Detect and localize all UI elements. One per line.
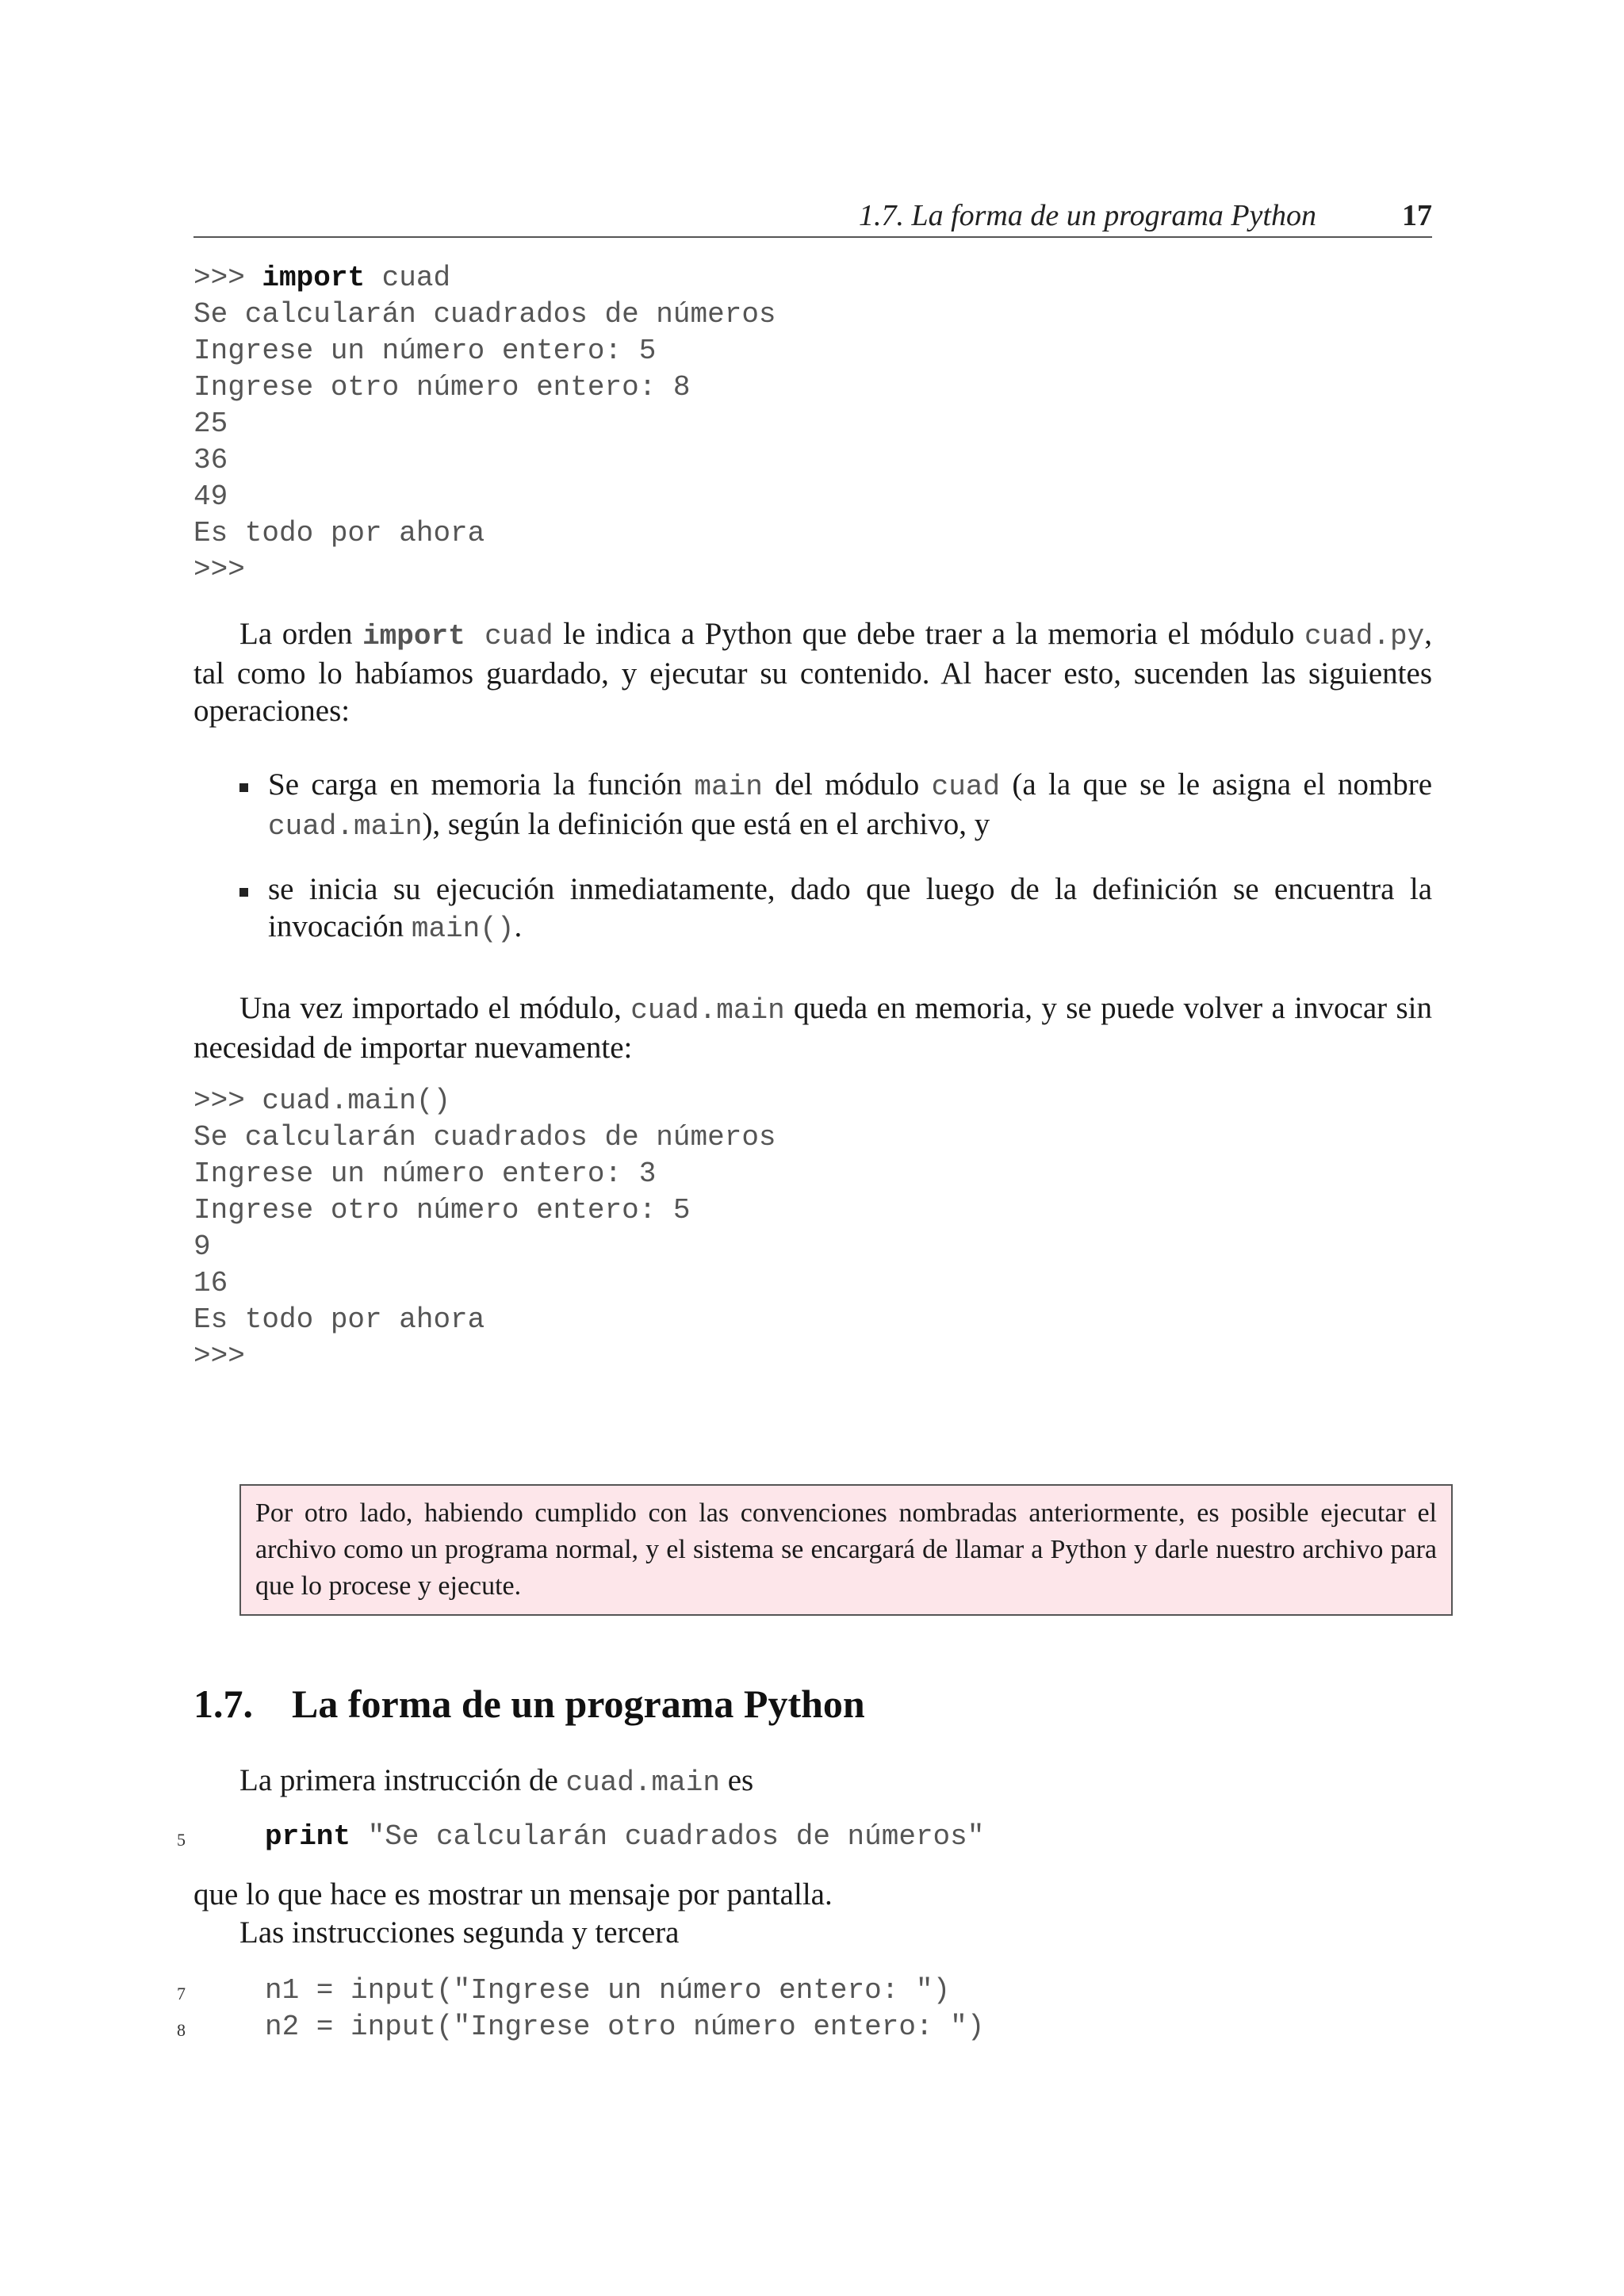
running-header (193, 192, 1432, 238)
listing-line: n2 = input("Ingrese otro número entero: ") (265, 2011, 985, 2043)
text: le indica a Python que debe traer a la memoria el módulo (553, 617, 1304, 651)
inline-code: cuad (931, 771, 1001, 803)
text: es (719, 1763, 754, 1797)
inline-code: import (362, 620, 465, 652)
note-box: Por otro lado, habiendo cumplido con las convenciones nombradas anteriormente, es posible ejecutar el archivo como un programa normal, y el sistema se encargará de llamar a Python y darle nuestro archivo para que lo procese y ejecute. (239, 1484, 1453, 1616)
text: se inicia su ejecución inmediatamente, dado que luego de la definición se encuentra la invocación (268, 872, 1432, 943)
listing-line (265, 1819, 984, 1855)
bullet-marker (239, 888, 248, 897)
inline-code: cuad.main (268, 810, 423, 843)
session-line: >>> (193, 553, 245, 586)
module-name: cuad (365, 262, 451, 294)
inline-code: cuad (465, 620, 553, 652)
inline-code: cuad.main (630, 994, 785, 1027)
section-title-text: La forma de un programa Python (292, 1682, 865, 1726)
bullet-item (268, 871, 1432, 947)
session-line: Ingrese un número entero: 3 (193, 1158, 657, 1190)
line-number: 5 (177, 1830, 186, 1850)
paragraph-print-explanation: que lo que hace es mostrar un mensaje por pantalla. (193, 1877, 833, 1911)
page-number: 17 (1402, 199, 1432, 232)
session-line: >>> cuad.main() (193, 1085, 451, 1117)
session-line (193, 260, 450, 297)
inline-code: cuad.py (1304, 620, 1425, 652)
session-line: 16 (193, 1267, 228, 1299)
session-line: Ingrese un número entero: 5 (193, 335, 657, 367)
paragraph-first-instruction (193, 1762, 1432, 1801)
session-line: 49 (193, 480, 228, 513)
bullet-item (268, 766, 1432, 845)
inline-code: main() (411, 913, 515, 945)
text: . (514, 909, 523, 943)
line-number: 8 (177, 2020, 186, 2040)
text: del módulo (762, 767, 932, 802)
session-line: Se calcularán cuadrados de números (193, 1121, 776, 1154)
section-heading (193, 1681, 865, 1727)
session-line: 9 (193, 1230, 211, 1263)
section-number: 1.7. (193, 1682, 253, 1726)
inline-code: cuad.main (565, 1766, 720, 1799)
paragraph-reinvoke (193, 989, 1432, 1066)
text: Una vez importado el módulo, (239, 991, 631, 1025)
print-keyword: print (265, 1820, 351, 1853)
text: ), según la definición que está en el archivo, y (422, 807, 990, 841)
session-line: Ingrese otro número entero: 5 (193, 1194, 691, 1226)
session-line: >>> (193, 1340, 245, 1372)
session-line: 25 (193, 408, 228, 440)
session-line: Es todo por ahora (193, 517, 485, 549)
text: (a la que se le asigna el nombre (1000, 767, 1432, 802)
text: , tal como lo habíamos guardado, y ejecutar su contenido. Al hacer esto, sucenden las siguientes operaciones: (193, 617, 1432, 728)
prompt: >>> (193, 262, 262, 294)
session-line: Ingrese otro número entero: 8 (193, 371, 691, 404)
text: Se carga en memoria la función (268, 767, 695, 802)
paragraph-second-third: Las instrucciones segunda y tercera (239, 1915, 680, 1950)
running-title: 1.7. La forma de un programa Python (858, 199, 1316, 232)
paragraph-import-explanation (193, 615, 1432, 729)
code-text: "Se calcularán cuadrados de números" (350, 1820, 985, 1853)
session-line: Es todo por ahora (193, 1303, 485, 1336)
session-line: 36 (193, 444, 228, 476)
line-number: 7 (177, 1984, 186, 2003)
text: queda en memoria, y se puede volver a invocar sin necesidad de importar nuevamente: (193, 991, 1432, 1065)
inline-code: main (694, 771, 763, 803)
text: La primera instrucción de (239, 1763, 566, 1797)
text: La orden (239, 617, 363, 651)
import-keyword: import (262, 262, 366, 294)
session-line: Se calcularán cuadrados de números (193, 298, 776, 331)
bullet-marker (239, 783, 248, 792)
listing-line: n1 = input("Ingrese un número entero: ") (265, 1974, 951, 2007)
